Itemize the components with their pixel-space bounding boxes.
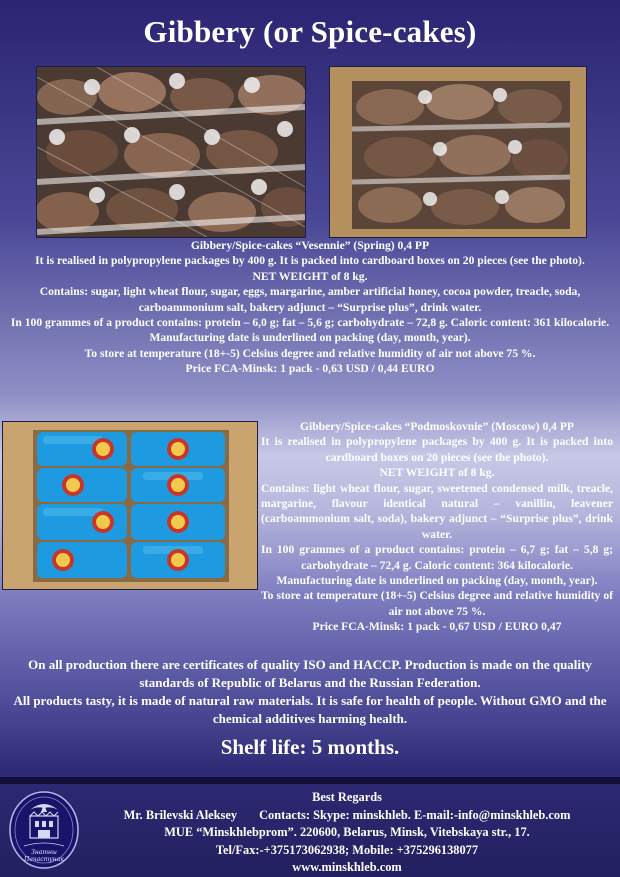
company-logo bbox=[8, 790, 80, 870]
company-website[interactable]: www.minskhleb.com bbox=[292, 860, 402, 875]
footer-divider bbox=[0, 777, 620, 784]
product-nutrition: In 100 grammes of a product contains: protein – 6,7 g; fat – 5,8 g; carbohydrate – 72,4 g. Caloric content: 364 kilocalorie. bbox=[261, 543, 613, 572]
product-name: Gibbery/Spice-cakes “Vesennie” (Spring) 0,4 PP bbox=[190, 239, 430, 252]
certificates-line: On all production there are certificates of quality ISO and HACCP. Production is made on the quality standards of Republic of Belarus and the Russian Federation. bbox=[28, 657, 592, 690]
product-name: Gibbery/Spice-cakes “Podmoskovnie” (Moscow) 0,4 PP bbox=[299, 420, 575, 433]
product-net-weight: NET WEIGHT of 8 kg. bbox=[379, 466, 495, 480]
footer-contacts bbox=[82, 789, 612, 877]
spice-cakes-photo-image bbox=[37, 67, 305, 237]
product-net-weight: NET WEIGHT of 8 kg. bbox=[252, 269, 368, 283]
blue-packages-photo-image bbox=[3, 422, 257, 589]
product-manufacturing: Manufacturing date is underlined on packing (day, month, year). bbox=[149, 331, 471, 345]
product-photo-box bbox=[329, 66, 587, 238]
product-nutrition: In 100 grammes of a product contains: protein – 6,0 g; fat – 5,6 g; carbohydrate – 72,8 g. Caloric content: 361 kilocalorie. bbox=[10, 316, 610, 330]
product-price: Price FCA-Minsk: 1 pack - 0,67 USD / EURO 0,47 bbox=[312, 620, 562, 634]
product-photo-podmoskovnie bbox=[2, 421, 258, 590]
company-phones: Tel/Fax:-+375173062938; Mobile: +375296138077 bbox=[215, 842, 479, 857]
logo-text: Знатны bbox=[31, 849, 57, 856]
product-contains: Contains: sugar, light wheat flour, sugar, eggs, margarine, amber artificial honey, cocoa powder, treacle, soda, carboammonium salt, bakery adjunct – “Surprise plus”, drink water. bbox=[39, 285, 581, 314]
product-description-vesennie bbox=[2, 238, 618, 377]
shelf-life: Shelf life: 5 months. bbox=[220, 735, 400, 759]
product-photo-vesennie bbox=[36, 66, 306, 238]
product-storage: To store at temperature (18+-5) Celsius degree and relative humidity of air not above 75 %. bbox=[261, 589, 613, 618]
product-packaging: It is realised in polypropylene packages by 400 g. It is packed into cardboard boxes on 20 pieces (see the photo). bbox=[261, 435, 613, 464]
contact-line bbox=[82, 807, 612, 825]
contact-details: Contacts: Skype: minskhleb. E-mail:-info@minskhleb.com bbox=[259, 807, 571, 822]
product-contains: Contains: light wheat flour, sugar, sweetened condensed milk, treacle, margarine, flavour identical natural – vanillin, leavener (carboammonium salt, soda), bakery adjunct – “Surprise plus”, drink water. bbox=[261, 481, 613, 541]
page-title: Gibbery (or Spice-cakes) bbox=[143, 14, 477, 49]
product-description-podmoskovnie bbox=[261, 419, 613, 635]
cardboard-box-photo-image bbox=[330, 67, 586, 237]
contact-person: Mr. Brilevski Aleksey bbox=[123, 807, 238, 822]
regards: Best Regards bbox=[312, 790, 382, 804]
certificates-notice bbox=[0, 656, 620, 728]
quality-line: All products tasty, it is made of natural raw materials. It is safe for health of people. Without GMO and the chemical additives harming health. bbox=[13, 693, 607, 726]
product-packaging: It is realised in polypropylene packages by 400 g. It is packed into cardboard boxes on 20 pieces (see the photo). bbox=[35, 254, 585, 268]
product-manufacturing: Manufacturing date is underlined on packing (day, month, year). bbox=[276, 574, 598, 588]
logo-text: Пачастунак bbox=[24, 856, 64, 863]
product-storage: To store at temperature (18+-5) Celsius degree and relative humidity of air not above 75 %. bbox=[84, 346, 536, 360]
product-price: Price FCA-Minsk: 1 pack - 0,63 USD / 0,44 EURO bbox=[185, 362, 435, 376]
company-address: MUE “Minskhlebprom”. 220600, Belarus, Minsk, Vitebskaya str., 17. bbox=[164, 825, 530, 840]
logo-emblem-icon bbox=[8, 790, 80, 870]
